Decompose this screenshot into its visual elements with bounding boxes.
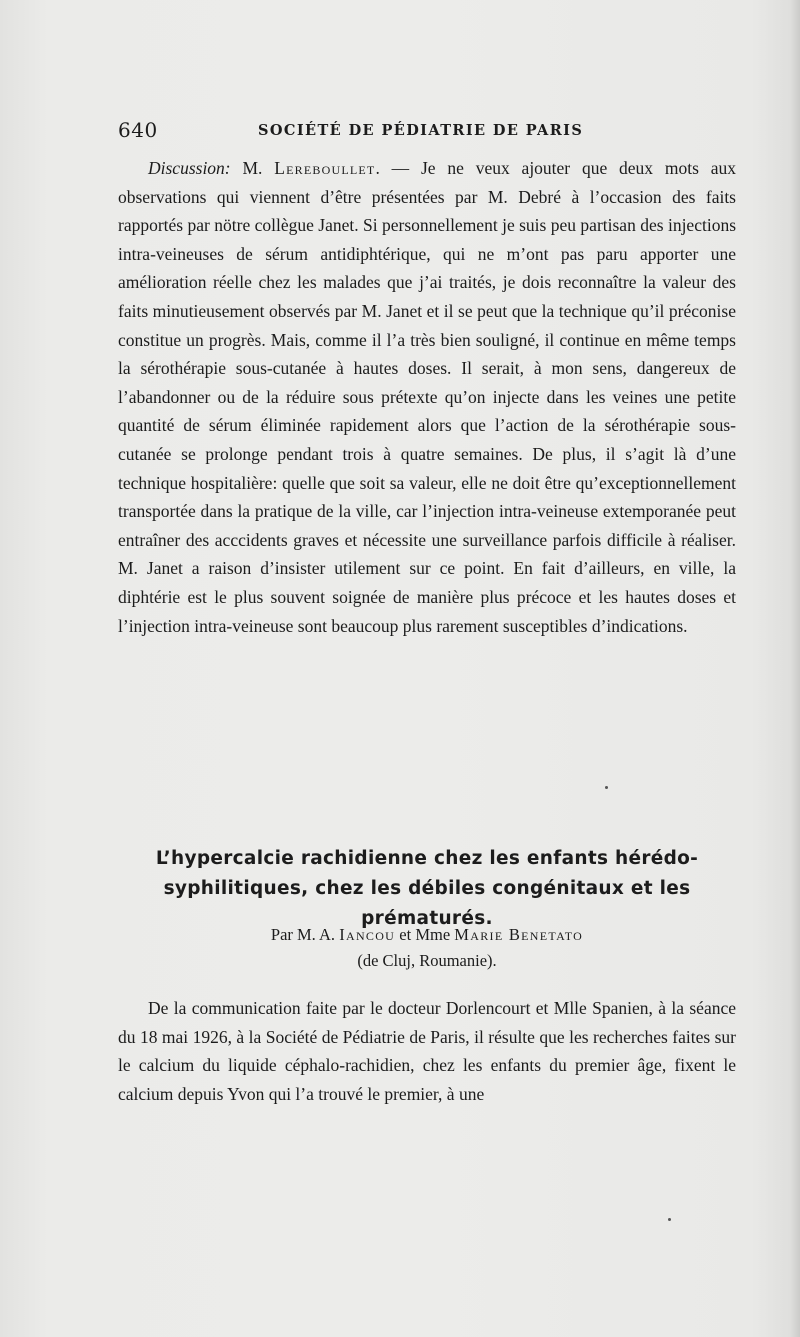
discussion-body: . — Je ne veux ajouter que deux mots aux observations qui viennent d’être présentées par M. Debré à l’occasion des faits rapportés par nötre collègue Janet. Si personnellement je suis peu partisan des injections intra-veineuses de sérum antidiphtérique, qui ne m’ont pas paru apporter une amélioration réelle chez les malades que j’ai traités, je dois reconnaître la valeur des faits minutieusement observés par M. Janet et il se peut que la technique qu’il préconise constitue un progrès. Mais, comme il l’a très bien souligné, il continue en même temps la sérothérapie sous-cutanée à hautes doses. Il serait, à mon sens, dangereux de l’abandonner ou de la réduire sous prétexte qu’on injecte dans les veines une petite quantité de sérum éliminée rapidement alors que l’action de la sérothérapie sous-cutanée se prolonge pendant trois à quatre semaines. De plus, il s’agit là d’une technique hospitalière: quelle que soit sa valeur, elle ne doit être qu’exceptionnellement transportée dans la pratique de la ville, car l’injection intra-veineuse extemporanée peut entraîner des acccidents graves et nécessite une surveillance parfois difficile à réaliser. M. Janet a raison d’insister utilement sur ce point. En fait d’ailleurs, en ville, la diphtérie est le plus souvent soignée de manière plus précoce et les hautes doses et l’injection intra-veineuse sont beaucoup plus rarement susceptibles d’indications. [118, 158, 737, 636]
running-head: SOCIÉTÉ DE PÉDIATRIE DE PARIS [258, 122, 584, 139]
article-title [118, 844, 736, 934]
page-header [118, 118, 738, 144]
article-body-text: De la communication faite par le docteur Dorlencourt et Mlle Spanien, à la séance du 18 mai 1926, à la Société de Pédiatrie de Paris, il résulte que les recherches faites sur le calcium du liquide céphalo-rachidien, chez les enfants du premier âge, fixent le calcium depuis Yvon qui l’a trouvé le premier, à une [118, 998, 736, 1104]
speaker-prefix: M. [242, 158, 263, 178]
author-1: Iancou [339, 925, 396, 944]
article-byline [118, 922, 736, 974]
page-edge-shadow [790, 0, 800, 1337]
speaker-name: Lereboullet [274, 158, 376, 178]
discussion-text [118, 154, 736, 640]
byline-prefix: Par M. A. [270, 925, 336, 944]
ink-speck [605, 786, 608, 789]
discussion-paragraph [118, 154, 736, 640]
discussion-label: Discussion: [148, 158, 231, 178]
byline-mid: et Mme [399, 925, 451, 944]
page-number: 640 [118, 118, 158, 142]
author-2: Marie Benetato [454, 925, 584, 944]
article-body-paragraph [118, 994, 736, 1108]
byline-affiliation: (de Cluj, Roumanie). [357, 951, 497, 970]
article-title-line-2: syphilitiques, chez les débiles congénitaux et les prématurés. [163, 878, 691, 929]
byline-authors [118, 922, 736, 948]
ink-speck [668, 1218, 671, 1221]
article-title-line-1: L’hypercalcie rachidienne chez les enfants hérédo- [155, 848, 699, 869]
